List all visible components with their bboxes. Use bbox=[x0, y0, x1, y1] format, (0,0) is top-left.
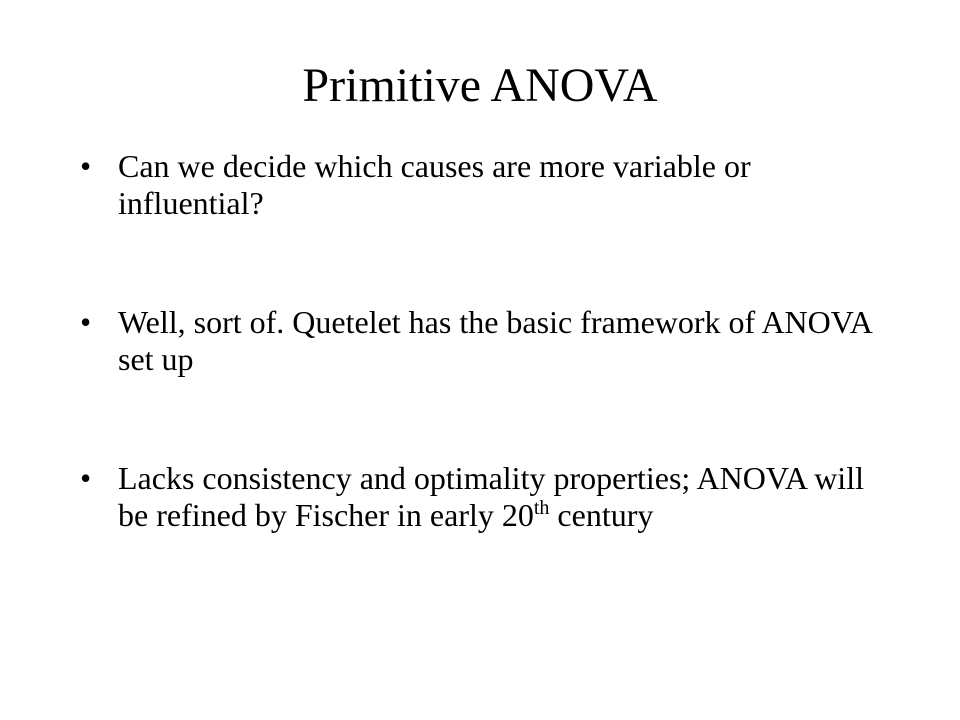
bullet-item-quetelet bbox=[80, 304, 880, 378]
ordinal-superscript: th bbox=[533, 497, 550, 519]
bullet-text-after: century bbox=[549, 497, 654, 533]
bullet-item-causes bbox=[80, 148, 880, 222]
bullet-item-fischer bbox=[80, 460, 880, 534]
bullet-text: Can we decide which causes are more variable or influential? bbox=[118, 148, 751, 221]
bullet-dot-icon: • bbox=[80, 304, 92, 340]
bullet-text bbox=[118, 460, 880, 534]
bullet-dot-icon: • bbox=[80, 460, 92, 496]
bullet-dot-icon: • bbox=[80, 148, 92, 184]
bullet-text: Well, sort of. Quetelet has the basic framework of ANOVA set up bbox=[118, 304, 872, 377]
bullet-text-before: Lacks consistency and optimality properties; ANOVA will be refined by Fischer in early 20 bbox=[118, 460, 864, 533]
bullet-list bbox=[80, 148, 880, 534]
slide-title: Primitive ANOVA bbox=[302, 59, 658, 112]
